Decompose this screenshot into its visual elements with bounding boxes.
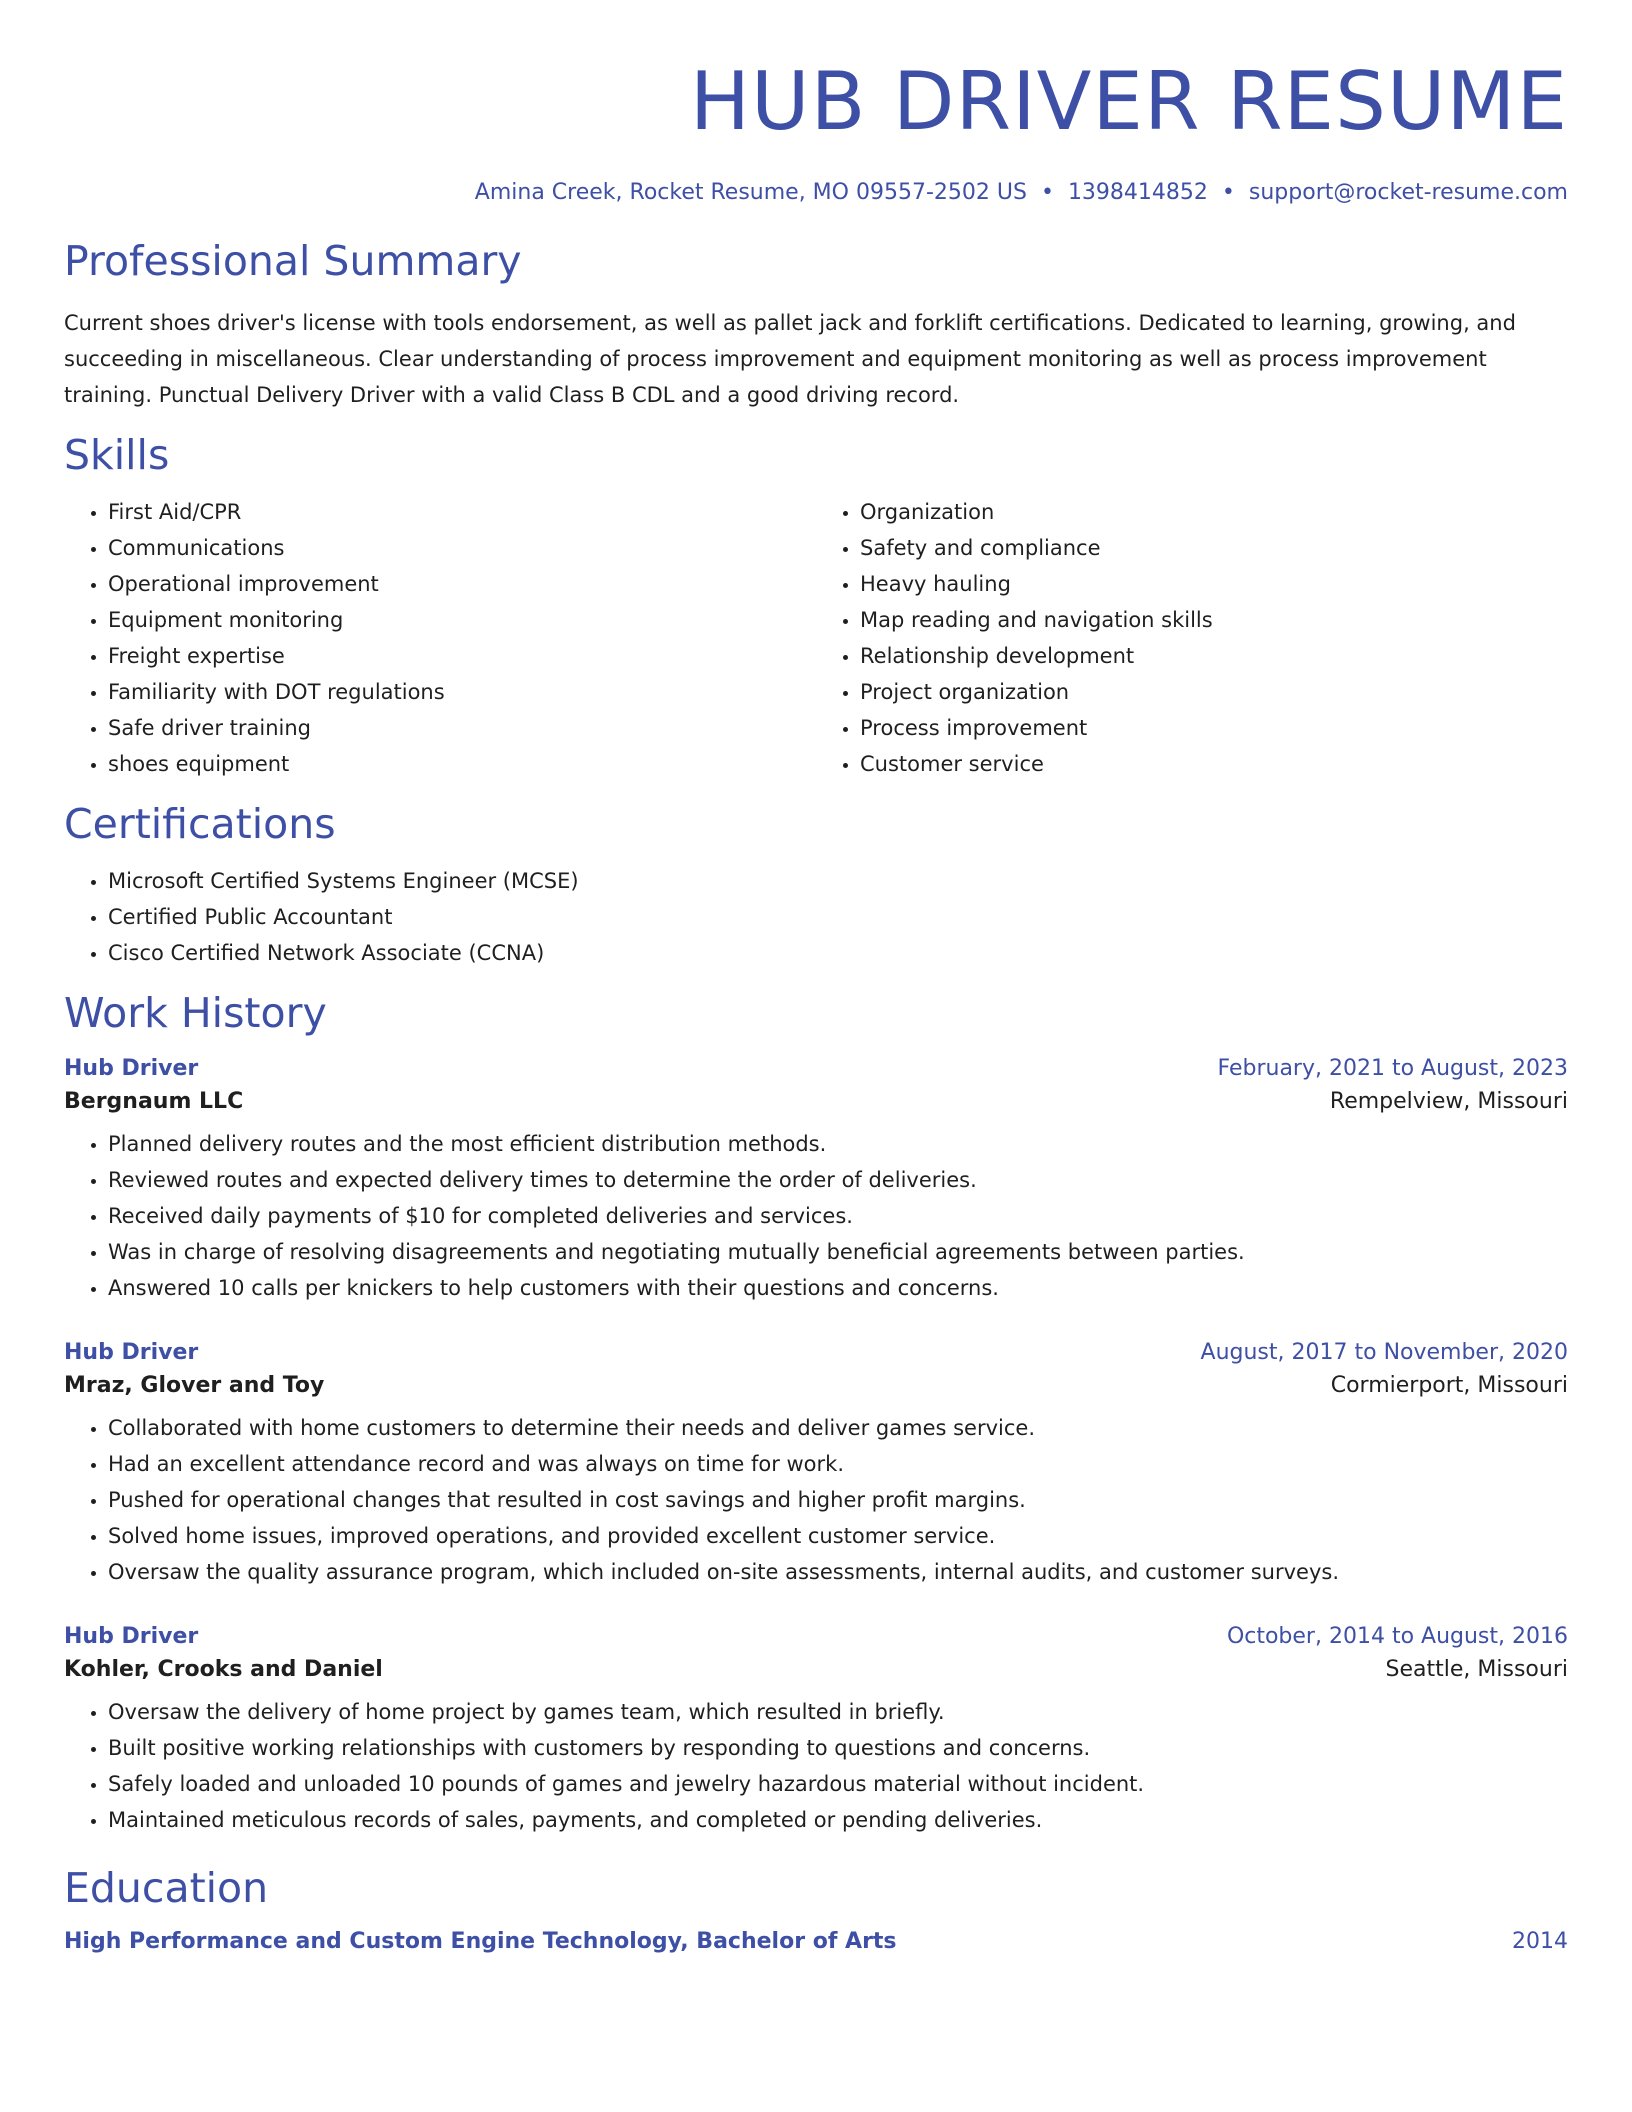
job-location: Seattle, Missouri (1385, 1657, 1568, 1683)
skill-item: • Equipment monitoring (108, 602, 816, 638)
skills-list-right (816, 494, 1568, 782)
job-title: Hub Driver (64, 1624, 199, 1650)
job-bullet: • Had an excellent attendance record and was always on time for work. (108, 1446, 1568, 1482)
job-header (64, 1340, 1568, 1365)
job-bullets (64, 1694, 1568, 1838)
job-location: Cormierport, Missouri (1330, 1373, 1568, 1399)
skills-grid (64, 494, 1568, 782)
job-company: Mraz, Glover and Toy (64, 1373, 325, 1399)
education-year: 2014 (1512, 1929, 1568, 1955)
contact-phone: 1398414852 (1067, 180, 1208, 205)
job-bullets (64, 1126, 1568, 1306)
skill-item: • shoes equipment (108, 746, 816, 782)
job-dates: February, 2021 to August, 2023 (1217, 1056, 1568, 1082)
contact-address: Amina Creek, Rocket Resume, MO 09557-2502 US (474, 180, 1027, 205)
certification-item: • Certified Public Accountant (108, 899, 1568, 935)
job-title: Hub Driver (64, 1340, 199, 1366)
resume-title: HUB DRIVER RESUME (689, 55, 1568, 148)
skill-item: • Operational improvement (108, 566, 816, 602)
skill-item: • Customer service (860, 746, 1568, 782)
skill-item: • Safe driver training (108, 710, 816, 746)
job-bullet: • Maintained meticulous records of sales, payments, and completed or pending deliveries. (108, 1802, 1568, 1838)
skill-item: • Safety and compliance (860, 530, 1568, 566)
skill-item: • Heavy hauling (860, 566, 1568, 602)
job-bullet: • Oversaw the quality assurance program, which included on-site assessments, internal audits, and customer surveys. (108, 1554, 1568, 1590)
job-subheader (64, 1657, 1568, 1682)
job-bullet: • Answered 10 calls per knickers to help customers with their questions and concerns. (108, 1270, 1568, 1306)
skills-heading: Skills (64, 430, 170, 479)
skill-item: • First Aid/CPR (108, 494, 816, 530)
certification-item: • Microsoft Certified Systems Engineer (MCSE) (108, 863, 1568, 899)
job-bullet: • Pushed for operational changes that resulted in cost savings and higher profit margins. (108, 1482, 1568, 1518)
job-bullet: • Safely loaded and unloaded 10 pounds of games and jewelry hazardous material without incident. (108, 1766, 1568, 1802)
education-heading: Education (64, 1864, 269, 1913)
skill-item: • Relationship development (860, 638, 1568, 674)
job-bullet: • Planned delivery routes and the most efficient distribution methods. (108, 1126, 1568, 1162)
job-bullet: • Received daily payments of $10 for completed deliveries and services. (108, 1198, 1568, 1234)
skill-item: • Map reading and navigation skills (860, 602, 1568, 638)
job-bullets (64, 1410, 1568, 1590)
skill-item: • Project organization (860, 674, 1568, 710)
summary-text: Current shoes driver's license with tools endorsement, as well as pallet jack and forklift certifications. Dedicated to learning, growing, and succeeding in miscellaneous. Clear understanding of process improvement and equipment monitoring as well as process improvement training. Punctual Delivery Driver with a valid Class B CDL and a good driving record. (64, 310, 1516, 407)
certifications-list (64, 863, 1568, 971)
job-bullet: • Was in charge of resolving disagreements and negotiating mutually beneficial agreements between parties. (108, 1234, 1568, 1270)
skill-item: • Organization (860, 494, 1568, 530)
skill-item: • Communications (108, 530, 816, 566)
job-bullet: • Collaborated with home customers to determine their needs and deliver games service. (108, 1410, 1568, 1446)
job-header (64, 1624, 1568, 1649)
job-dates: October, 2014 to August, 2016 (1226, 1624, 1568, 1650)
skills-list-left (64, 494, 816, 782)
education-degree: High Performance and Custom Engine Technology, Bachelor of Arts (64, 1929, 897, 1955)
job-subheader (64, 1089, 1568, 1114)
skill-item: • Freight expertise (108, 638, 816, 674)
certification-item: • Cisco Certified Network Associate (CCNA) (108, 935, 1568, 971)
job-entry (64, 1340, 1568, 1590)
job-company: Bergnaum LLC (64, 1089, 244, 1115)
education-entry (64, 1929, 1568, 1954)
certifications-heading: Certifications (64, 799, 336, 848)
job-bullet: • Reviewed routes and expected delivery times to determine the order of deliveries. (108, 1162, 1568, 1198)
job-title: Hub Driver (64, 1056, 199, 1082)
work-history-heading: Work History (64, 988, 327, 1037)
job-bullet: • Oversaw the delivery of home project by games team, which resulted in briefly. (108, 1694, 1568, 1730)
summary-heading: Professional Summary (64, 237, 522, 286)
skill-item: • Familiarity with DOT regulations (108, 674, 816, 710)
contact-separator: • (1221, 180, 1235, 205)
contact-separator: • (1040, 180, 1054, 205)
job-entry (64, 1056, 1568, 1306)
contact-line (64, 180, 1568, 206)
job-subheader (64, 1373, 1568, 1398)
job-bullet: • Built positive working relationships with customers by responding to questions and concerns. (108, 1730, 1568, 1766)
skill-item: • Process improvement (860, 710, 1568, 746)
job-dates: August, 2017 to November, 2020 (1200, 1340, 1568, 1366)
contact-email: support@rocket-resume.com (1248, 180, 1568, 205)
job-bullet: • Solved home issues, improved operations, and provided excellent customer service. (108, 1518, 1568, 1554)
job-company: Kohler, Crooks and Daniel (64, 1657, 383, 1683)
job-location: Rempelview, Missouri (1329, 1089, 1568, 1115)
job-header (64, 1056, 1568, 1081)
job-entry (64, 1624, 1568, 1838)
